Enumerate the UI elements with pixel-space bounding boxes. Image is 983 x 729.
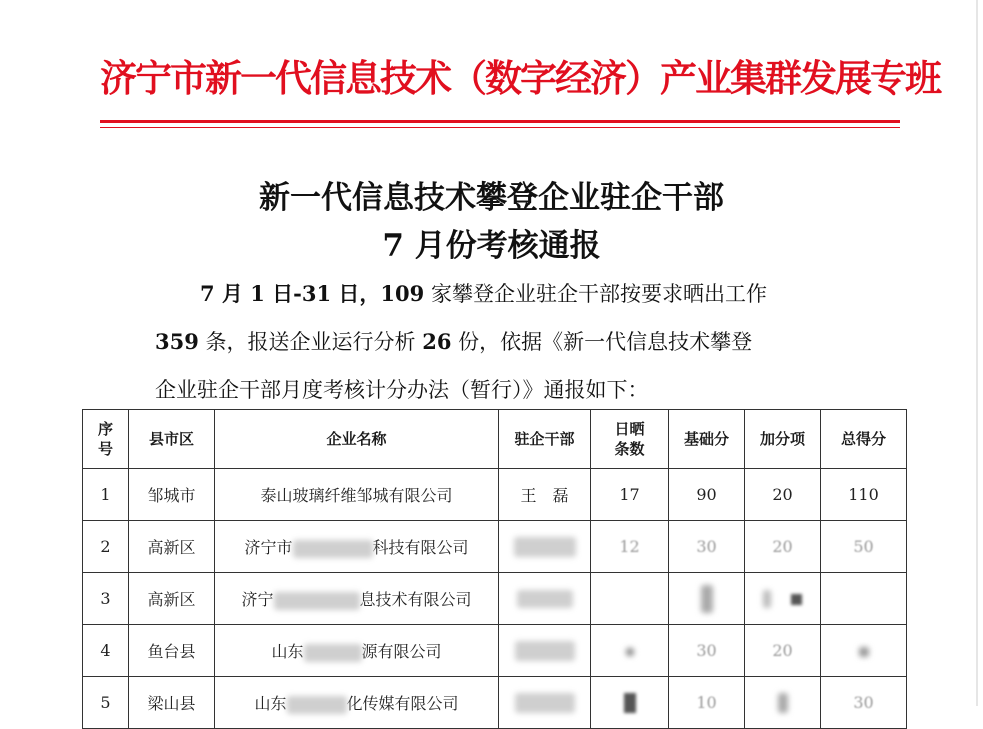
col-header-total: 总得分: [821, 410, 907, 469]
report-count: 26: [422, 329, 452, 354]
cell-base: [669, 573, 745, 625]
date-range-text: 7 月 1 日-31 日，: [200, 281, 381, 306]
company-suffix: 源有限公司: [361, 642, 442, 661]
table-row: [83, 469, 907, 521]
cell-county: 邹城市: [129, 469, 215, 521]
col-header-daily: 日晒条数: [591, 410, 669, 469]
cell-county: 梁山县: [129, 677, 215, 729]
cell-bonus: 20: [745, 469, 821, 521]
col-header-base: 基础分: [669, 410, 745, 469]
cell-cadre: [499, 677, 591, 729]
redaction-mark: [791, 594, 802, 605]
cell-cadre: [499, 573, 591, 625]
document-title-line1: 新一代信息技术攀登企业驻企干部: [259, 180, 724, 216]
col-header-cadre: 驻企干部: [499, 410, 591, 469]
header-rule-thick: [100, 120, 900, 123]
cell-total: 50: [821, 521, 907, 573]
cell-daily: 17: [591, 469, 669, 521]
table-row: [83, 573, 907, 625]
table-row: [83, 625, 907, 677]
cell-daily: [591, 677, 669, 729]
redaction-blur: [304, 644, 362, 662]
col-header-company: 企业名称: [215, 410, 499, 469]
org-header-title: 济宁市新一代信息技术（数字经济）产业集群发展专班: [100, 56, 940, 100]
cell-cadre: 王 磊: [499, 469, 591, 521]
cell-bonus: 20: [745, 521, 821, 573]
redaction-blur: [763, 590, 771, 608]
body-paragraph-line1: [200, 268, 900, 320]
cell-bonus: [745, 573, 821, 625]
cell-daily: [591, 625, 669, 677]
company-suffix: 科技有限公司: [372, 538, 469, 557]
cell-company: [215, 625, 499, 677]
cell-bonus: [745, 677, 821, 729]
cell-company: 泰山玻璃纤维邹城有限公司: [215, 469, 499, 521]
cell-company: [215, 573, 499, 625]
company-suffix: 息技术有限公司: [359, 590, 472, 609]
cell-base: 30: [669, 521, 745, 573]
company-prefix: 山东: [254, 694, 287, 713]
cell-daily: [591, 573, 669, 625]
redaction-blur: [515, 693, 575, 713]
redaction-blur: [287, 696, 347, 714]
col-header-bonus: 加分项: [745, 410, 821, 469]
cell-total: [821, 573, 907, 625]
cell-base: 90: [669, 469, 745, 521]
document-title-line2: 7 月份考核通报: [382, 228, 601, 264]
redaction-blur: [517, 590, 573, 608]
cell-index: 5: [83, 677, 129, 729]
para-text: 份，依据《新一代信息技术攀登: [451, 330, 753, 354]
table-row: [83, 521, 907, 573]
company-suffix: 化传媒有限公司: [346, 694, 459, 713]
company-count: 109: [380, 281, 425, 306]
cell-index: 4: [83, 625, 129, 677]
post-count: 359: [155, 329, 199, 354]
redaction-blur: [293, 540, 373, 558]
cell-total: 30: [821, 677, 907, 729]
company-prefix: 济宁市: [244, 538, 293, 557]
cell-cadre: [499, 625, 591, 677]
assessment-table: [82, 409, 907, 729]
cell-base: 30: [669, 625, 745, 677]
redaction-blur: [859, 647, 869, 657]
body-paragraph-line2: [155, 316, 855, 368]
cell-bonus: 20: [745, 625, 821, 677]
redaction-blur: [274, 592, 360, 610]
cell-total: [821, 625, 907, 677]
redaction-mark: [624, 693, 636, 713]
cell-cadre: [499, 521, 591, 573]
cell-index: 1: [83, 469, 129, 521]
redaction-blur: [701, 585, 713, 613]
company-prefix: 山东: [271, 642, 304, 661]
redaction-blur: [515, 641, 575, 661]
cell-index: 3: [83, 573, 129, 625]
company-prefix: 济宁: [241, 590, 274, 609]
table-row: [83, 677, 907, 729]
col-header-index: 序号: [83, 410, 129, 469]
table-header-row: [83, 410, 907, 469]
cell-daily: 12: [591, 521, 669, 573]
para-text: 家攀登企业驻企干部按要求晒出工作: [424, 282, 767, 306]
page-edge: [976, 0, 978, 706]
body-paragraph-line3: 企业驻企干部月度考核计分办法（暂行）》通报如下：: [155, 378, 649, 402]
redaction-blur: [626, 648, 634, 656]
redaction-blur: [514, 537, 576, 557]
cell-index: 2: [83, 521, 129, 573]
cell-company: [215, 521, 499, 573]
col-header-county: 县市区: [129, 410, 215, 469]
cell-county: 高新区: [129, 521, 215, 573]
cell-base: 10: [669, 677, 745, 729]
cell-company: [215, 677, 499, 729]
cell-county: 高新区: [129, 573, 215, 625]
redaction-blur: [778, 693, 788, 713]
header-rule-thin: [100, 127, 900, 128]
cell-total: 110: [821, 469, 907, 521]
para-text: 条，报送企业运行分析: [198, 330, 423, 354]
cell-county: 鱼台县: [129, 625, 215, 677]
